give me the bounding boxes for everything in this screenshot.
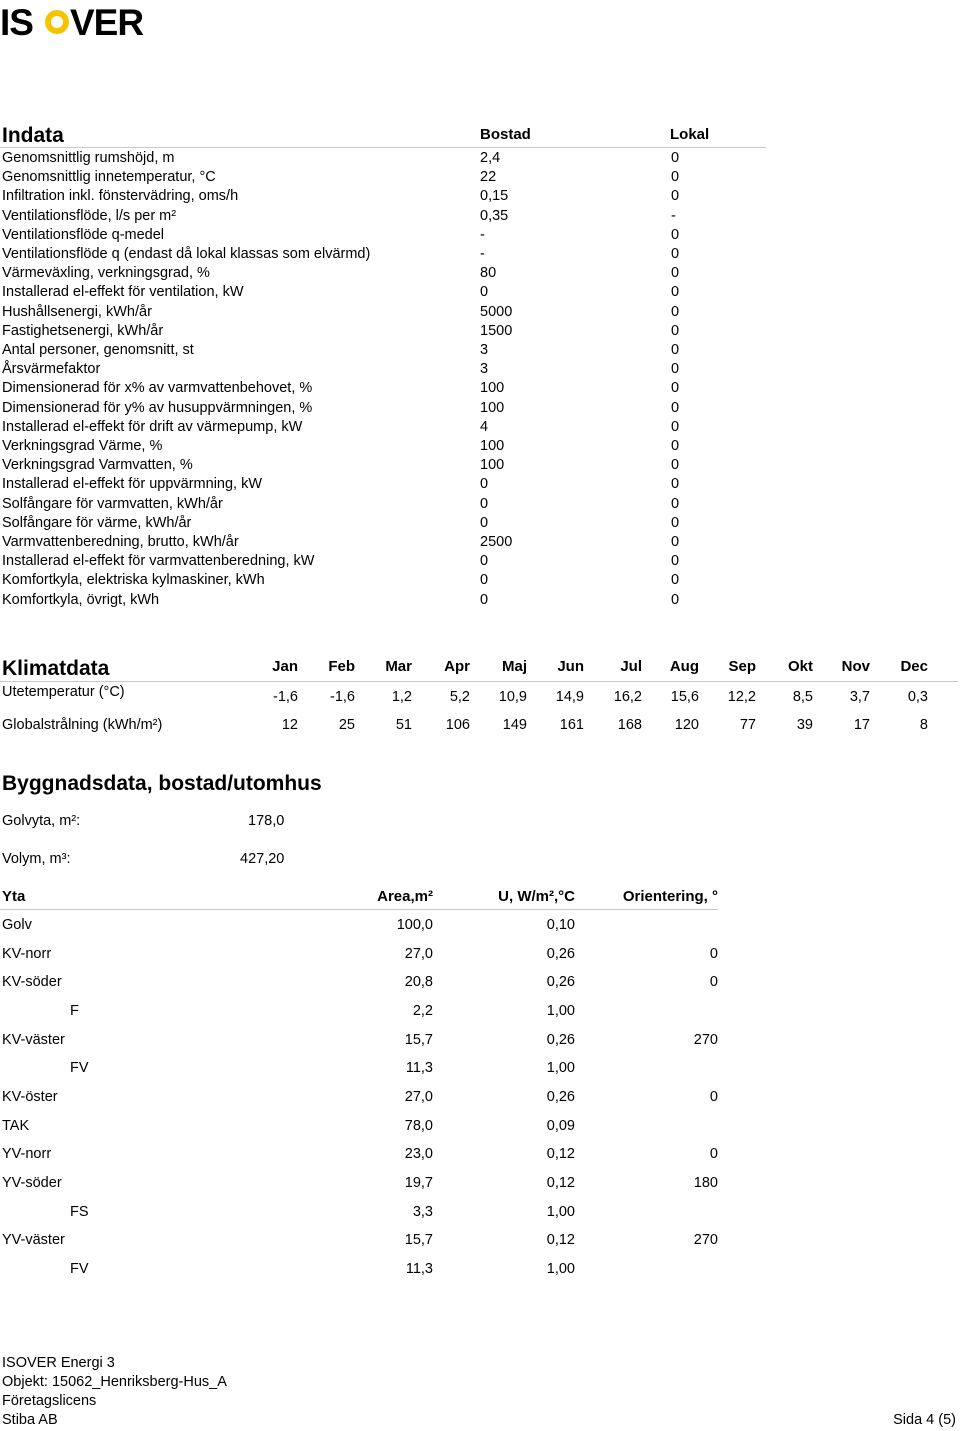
- month-header-sep: Sep: [728, 658, 756, 675]
- yta-orientering: 0: [709, 974, 718, 991]
- temp-value: -1,6: [330, 689, 355, 705]
- yta-name: F: [70, 1002, 79, 1019]
- yta-area: 11,3: [405, 1060, 433, 1077]
- yta-name: FV: [70, 1060, 89, 1077]
- indata-label: Antal personer, genomsnitt, st: [2, 342, 194, 358]
- yta-area: 11,3: [405, 1260, 433, 1277]
- indata-label: Ventilationsflöde q (endast då lokal klassas som elvärmd): [2, 246, 371, 262]
- indata-lokal-value: 0: [671, 188, 680, 205]
- yta-orientering: 0: [709, 1088, 718, 1105]
- indata-lokal-value: -: [671, 207, 676, 224]
- indata-bostad-value: 100: [480, 399, 505, 416]
- yta-area: 19,7: [404, 1174, 433, 1191]
- indata-label: Ventilationsflöde q-medel: [2, 226, 165, 243]
- yta-row: [0, 946, 720, 966]
- col-bostad: Bostad: [480, 126, 531, 143]
- yta-row: [0, 1261, 720, 1281]
- yta-row: [0, 1003, 720, 1023]
- yta-row: [0, 1232, 720, 1252]
- yta-u-value: 0,12: [546, 1232, 575, 1249]
- month-header-dec: Dec: [900, 658, 928, 675]
- month-header-apr: Apr: [444, 658, 470, 675]
- indata-lokal-value: 0: [671, 553, 680, 570]
- yta-area: 27,0: [404, 945, 433, 962]
- indata-label: Solfångare för varmvatten, kWh/år: [2, 495, 223, 512]
- indata-label: Verkningsgrad Värme, %: [2, 438, 163, 454]
- footer-licens: Företagslicens: [2, 1393, 97, 1409]
- footer-objekt: Objekt: 15062_Henriksberg-Hus_A: [2, 1374, 227, 1390]
- indata-bostad-value: -: [480, 246, 485, 262]
- col-orientering: Orientering, °: [622, 888, 718, 905]
- yta-u-value: 0,12: [546, 1146, 575, 1163]
- yta-u-value: 0,26: [546, 945, 575, 962]
- month-header-okt: Okt: [787, 658, 813, 675]
- glob-value: 77: [739, 717, 756, 733]
- yta-area: 3,3: [412, 1203, 433, 1220]
- indata-label: Genomsnittlig rumshöjd, m: [2, 150, 175, 166]
- indata-bostad-value: 0: [480, 553, 489, 570]
- indata-bostad-value: 100: [480, 380, 505, 397]
- yta-name: YV-söder: [2, 1174, 62, 1191]
- yta-orientering: 0: [709, 945, 718, 962]
- yta-orientering: 270: [693, 1031, 718, 1048]
- temp-value: 0,3: [907, 689, 928, 705]
- yta-row: [0, 917, 720, 937]
- yta-row: [0, 1032, 720, 1052]
- indata-bostad-value: 3: [480, 342, 489, 358]
- month-header-feb: Feb: [328, 658, 355, 675]
- glob-value: 8: [919, 717, 928, 733]
- indata-lokal-value: 0: [671, 303, 680, 320]
- indata-lokal-value: 0: [671, 265, 680, 282]
- yta-row: [0, 1175, 720, 1195]
- indata-label: Ventilationsflöde, l/s per m²: [2, 207, 177, 224]
- golvyta-label: Golvyta, m²:: [2, 813, 81, 829]
- indata-bostad-value: 2500: [480, 534, 513, 550]
- yta-u-value: 0,26: [546, 1088, 575, 1105]
- yta-orientering: 180: [693, 1174, 718, 1191]
- indata-bostad-value: 22: [480, 169, 497, 186]
- yta-u-value: 0,26: [546, 1031, 575, 1048]
- glob-value: 161: [559, 717, 584, 733]
- indata-lokal-value: 0: [671, 226, 680, 243]
- klimat-title: Klimatdata: [2, 657, 110, 680]
- indata-lokal-value: 0: [671, 322, 680, 339]
- indata-bostad-value: 2,4: [480, 150, 501, 166]
- volym-value: 427,20: [240, 851, 285, 867]
- month-header-jul: Jul: [620, 658, 642, 675]
- logo-sun-center: [51, 16, 63, 28]
- indata-label: Verkningsgrad Varmvatten, %: [2, 457, 193, 474]
- indata-lokal-value: 0: [671, 438, 680, 454]
- indata-bostad-value: 0: [480, 284, 489, 301]
- month-header-nov: Nov: [841, 658, 870, 675]
- col-area: Area,m²: [377, 888, 433, 905]
- indata-lokal-value: 0: [671, 514, 680, 531]
- indata-lokal-value: 0: [671, 476, 680, 493]
- yta-name: YV-väster: [2, 1232, 65, 1249]
- indata-lokal-value: 0: [671, 591, 680, 608]
- temp-value: 14,9: [555, 689, 584, 705]
- yta-u-value: 0,09: [546, 1117, 575, 1134]
- col-yta: Yta: [2, 888, 26, 905]
- yta-area: 2,2: [412, 1002, 433, 1019]
- yta-u-value: 0,10: [546, 917, 575, 933]
- glob-value: 168: [617, 717, 642, 733]
- glob-value: 17: [853, 717, 870, 733]
- indata-label: Varmvattenberedning, brutto, kWh/år: [2, 534, 239, 550]
- glob-value: 51: [395, 717, 412, 733]
- col-u: U, W/m²,°C: [498, 888, 575, 905]
- indata-lokal-value: 0: [671, 169, 680, 186]
- indata-bostad-value: 3: [480, 361, 489, 378]
- glob-value: 39: [796, 717, 813, 733]
- indata-bostad-value: -: [480, 226, 485, 243]
- yta-row: [0, 1118, 720, 1138]
- indata-title: Indata: [2, 124, 64, 147]
- logo-text-part2: VER: [70, 2, 144, 42]
- indata-lokal-value: 0: [671, 418, 680, 435]
- indata-header-rule: [0, 147, 766, 148]
- indata-bostad-value: 0: [480, 572, 489, 589]
- indata-label: Värmeväxling, verkningsgrad, %: [2, 265, 210, 282]
- temp-value: 5,2: [449, 689, 470, 705]
- byggnad-title: Byggnadsdata, bostad/utomhus: [2, 772, 322, 795]
- glob-value: 106: [445, 717, 470, 733]
- temp-label: Utetemperatur (°C): [2, 684, 125, 700]
- indata-label: Installerad el-effekt för uppvärmning, kW: [2, 476, 263, 493]
- footer-company: Stiba AB: [2, 1412, 58, 1428]
- glob-value: 25: [338, 717, 355, 733]
- yta-u-value: 1,00: [546, 1260, 575, 1277]
- indata-bostad-value: 1500: [480, 322, 513, 339]
- klimat-header-rule: [0, 681, 958, 682]
- indata-label: Hushållsenergi, kWh/år: [2, 303, 152, 320]
- glob-value: 149: [502, 717, 527, 733]
- glob-value: 12: [281, 717, 298, 733]
- temp-value: 10,9: [498, 689, 527, 705]
- yta-name: FV: [70, 1260, 89, 1277]
- indata-lokal-value: 0: [671, 495, 680, 512]
- golvyta-value: 178,0: [248, 813, 285, 829]
- month-header-maj: Maj: [501, 658, 527, 675]
- indata-lokal-value: 0: [671, 399, 680, 416]
- indata-label: Komfortkyla, elektriska kylmaskiner, kWh: [2, 572, 265, 589]
- month-header-jun: Jun: [557, 658, 584, 675]
- indata-bostad-value: 0: [480, 591, 489, 608]
- indata-bostad-value: 0: [480, 495, 489, 512]
- indata-lokal-value: 0: [671, 246, 680, 262]
- yta-name: KV-norr: [2, 945, 52, 962]
- yta-name: YV-norr: [2, 1146, 52, 1163]
- yta-row: [0, 1204, 720, 1224]
- yta-u-value: 0,26: [546, 974, 575, 991]
- footer-program: ISOVER Energi 3: [2, 1355, 115, 1371]
- yta-area: 78,0: [404, 1117, 433, 1134]
- logo-text-part1: IS: [0, 2, 33, 42]
- temp-value: 1,2: [391, 689, 412, 705]
- temp-value: 8,5: [792, 689, 813, 705]
- yta-u-value: 1,00: [546, 1060, 575, 1077]
- col-lokal: Lokal: [670, 126, 710, 143]
- yta-area: 15,7: [404, 1232, 433, 1249]
- indata-bostad-value: 0: [480, 514, 489, 531]
- temp-value: -1,6: [273, 689, 298, 705]
- indata-label: Dimensionerad för x% av varmvattenbehovet, %: [2, 380, 313, 397]
- yta-name: KV-söder: [2, 974, 62, 991]
- indata-bostad-value: 0,15: [480, 188, 509, 205]
- yta-name: TAK: [2, 1117, 30, 1134]
- indata-label: Infiltration inkl. fönstervädring, oms/h: [2, 188, 239, 205]
- yta-row: [0, 1060, 720, 1080]
- isover-logo: [0, 2, 150, 42]
- indata-label: Årsvärmefaktor: [2, 361, 101, 378]
- indata-label: Komfortkyla, övrigt, kWh: [2, 591, 160, 608]
- indata-bostad-value: 5000: [480, 303, 513, 320]
- indata-lokal-value: 0: [671, 342, 680, 358]
- volym-label: Volym, m³:: [2, 851, 71, 867]
- yta-area: 20,8: [404, 974, 433, 991]
- yta-name: FS: [70, 1203, 89, 1220]
- yta-row: [0, 1146, 720, 1166]
- indata-bostad-value: 4: [480, 418, 489, 435]
- indata-label: Installerad el-effekt för varmvattenberedning, kW: [2, 553, 315, 570]
- yta-area: 100,0: [396, 917, 433, 933]
- glob-value: 120: [674, 717, 699, 733]
- indata-bostad-value: 100: [480, 438, 505, 454]
- yta-u-value: 1,00: [546, 1002, 575, 1019]
- indata-lokal-value: 0: [671, 534, 680, 550]
- indata-label: Fastighetsenergi, kWh/år: [2, 322, 164, 339]
- yta-header-rule: [0, 909, 718, 910]
- indata-label: Solfångare för värme, kWh/år: [2, 514, 192, 531]
- indata-lokal-value: 0: [671, 150, 680, 166]
- yta-orientering: 0: [709, 1146, 718, 1163]
- yta-area: 27,0: [404, 1088, 433, 1105]
- month-header-jan: Jan: [272, 658, 298, 675]
- indata-label: Genomsnittlig innetemperatur, °C: [2, 169, 216, 186]
- month-header-mar: Mar: [385, 658, 412, 675]
- logo-graphic: [0, 2, 150, 42]
- footer-page-number: Sida 4 (5): [893, 1412, 956, 1428]
- indata-lokal-value: 0: [671, 284, 680, 301]
- indata-label: Installerad el-effekt för ventilation, kW: [2, 284, 244, 301]
- yta-name: Golv: [2, 917, 32, 933]
- indata-label: Dimensionerad för y% av husuppvärmningen, %: [2, 399, 313, 416]
- yta-row: [0, 974, 720, 994]
- yta-orientering: 270: [693, 1232, 718, 1249]
- indata-lokal-value: 0: [671, 361, 680, 378]
- glob-label: Globalstrålning (kWh/m²): [2, 717, 163, 733]
- indata-label: Installerad el-effekt för drift av värmepump, kW: [2, 418, 303, 435]
- yta-u-value: 0,12: [546, 1174, 575, 1191]
- yta-area: 23,0: [404, 1146, 433, 1163]
- temp-value: 12,2: [727, 689, 756, 705]
- yta-area: 15,7: [404, 1031, 433, 1048]
- month-header-aug: Aug: [669, 658, 699, 675]
- indata-lokal-value: 0: [671, 380, 680, 397]
- indata-bostad-value: 100: [480, 457, 505, 474]
- indata-lokal-value: 0: [671, 457, 680, 474]
- indata-bostad-value: 0: [480, 476, 489, 493]
- temp-value: 16,2: [613, 689, 642, 705]
- yta-name: KV-väster: [2, 1031, 65, 1048]
- yta-row: [0, 1089, 720, 1109]
- temp-value: 15,6: [670, 689, 699, 705]
- indata-bostad-value: 0,35: [480, 207, 509, 224]
- temp-value: 3,7: [849, 689, 870, 705]
- yta-u-value: 1,00: [546, 1203, 575, 1220]
- yta-name: KV-öster: [2, 1088, 58, 1105]
- indata-lokal-value: 0: [671, 572, 680, 589]
- indata-bostad-value: 80: [480, 265, 497, 282]
